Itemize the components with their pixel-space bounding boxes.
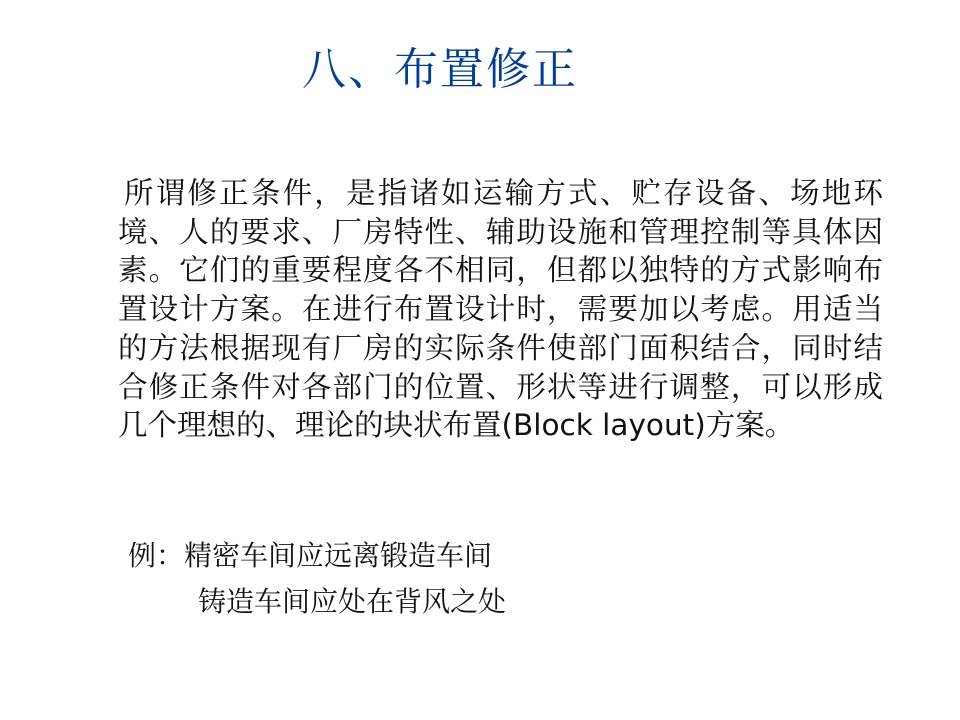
example-line-1: 例：精密车间应远离锻造车间 [128, 539, 493, 572]
example-line-2: 铸造车间应处在背风之处 [198, 585, 507, 618]
body-paragraph: 所谓修正条件，是指诸如运输方式、贮存设备、场地环境、人的要求、厂房特性、辅助设施和管理控制等具体因素。它们的重要程度各不相同，但都以独特的方式影响布置设计方案。在进行布置设计时，需要加以考虑。用适当的方法根据现有厂房的实际条件使部门面积结合，同时结合修正条件对各部门的位置、形状等进行调整，可以形成几个理想的、理论的块状布置(Block layout)方案。 [118, 176, 883, 443]
slide-title: 八、布置修正 [302, 44, 578, 95]
